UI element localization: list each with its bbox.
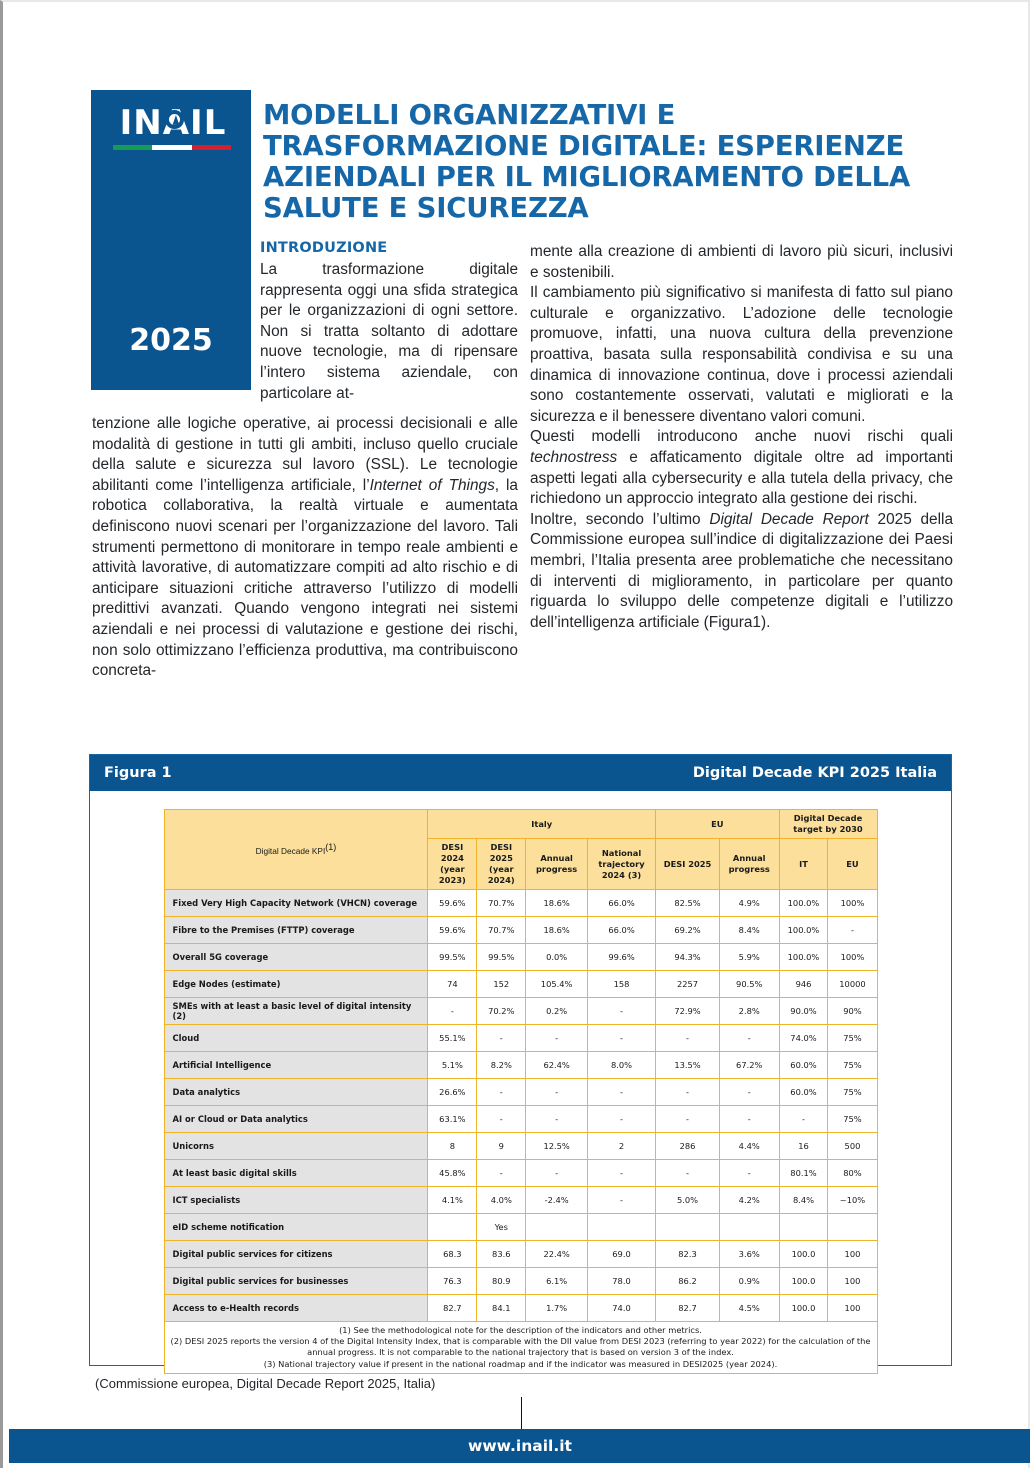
kpi-cell-7: 80%	[828, 1160, 877, 1187]
kpi-cell-1: 83.6	[477, 1241, 526, 1268]
kpi-col-header-4: DESI 2025	[656, 839, 720, 890]
text-run-2: , la robotica collaborativa, la realtà virtuale e aumentata definiscono nuovi scenari per l’organizzazione del lavoro. Tali strumenti permettono di monitorare in tempo reale ambienti e attività lavorative, di automatizzare compiti ad alto rischio e di anticipare situazioni critiche attraverso l’utilizzo di modelli predittivi avanzati. Quando vengono integrati nei sistemi aziendali e nei processi di valutazione e gestione dei rischi, non solo ottimizzano l’efficienza produttiva, ma contribuiscono concreta-	[92, 476, 518, 680]
kpi-cell-2: 12.5%	[526, 1133, 588, 1160]
kpi-cell-4	[656, 1214, 720, 1241]
group-header-italy: Italy	[428, 810, 656, 839]
kpi-row-label: Artificial Intelligence	[164, 1052, 428, 1079]
kpi-cell-6: -	[779, 1106, 828, 1133]
kpi-row-label: eID scheme notification	[164, 1214, 428, 1241]
kpi-cell-4: -	[656, 1160, 720, 1187]
text-run-3: Questi modelli introducono anche nuovi rischi quali	[530, 428, 953, 446]
kpi-cell-0	[428, 1214, 477, 1241]
kpi-title-note: (1)	[325, 842, 337, 853]
kpi-cell-5: 4.4%	[719, 1133, 779, 1160]
figure-label: Figura 1	[104, 765, 172, 781]
kpi-cell-4: -	[656, 1106, 720, 1133]
section-heading-introduzione: INTRODUZIONE	[260, 240, 388, 256]
kpi-row-label: Unicorns	[164, 1133, 428, 1160]
body-text-right	[530, 242, 953, 633]
kpi-cell-4: 82.3	[656, 1241, 720, 1268]
kpi-row-label: Access to e-Health records	[164, 1295, 428, 1322]
footer-url: www.inail.it	[468, 1437, 572, 1455]
paragraph-right-4	[530, 510, 953, 634]
kpi-cell-1: 70.7%	[477, 917, 526, 944]
group-header-target-2030: Digital Decade target by 2030	[779, 810, 877, 839]
kpi-cell-7: 75%	[828, 1025, 877, 1052]
kpi-cell-6: 60.0%	[779, 1052, 828, 1079]
kpi-table-foot	[164, 1322, 877, 1374]
kpi-cell-7: ~10%	[828, 1187, 877, 1214]
table-row	[164, 1241, 877, 1268]
kpi-col-header-1: DESI 2025 (year 2024)	[477, 839, 526, 890]
kpi-cell-1: -	[477, 1025, 526, 1052]
kpi-cell-4: 82.5%	[656, 890, 720, 917]
kpi-cell-3: 2	[587, 1133, 655, 1160]
flag-red-stripe	[192, 145, 231, 150]
table-row	[164, 1268, 877, 1295]
kpi-cell-1: 152	[477, 971, 526, 998]
body-text-left-wide	[92, 414, 518, 682]
kpi-cell-3: 66.0%	[587, 890, 655, 917]
table-row	[164, 1025, 877, 1052]
kpi-cell-1: Yes	[477, 1214, 526, 1241]
italic-technostress: technostress	[530, 448, 618, 466]
kpi-cell-1: 8.2%	[477, 1052, 526, 1079]
kpi-cell-6: 100.0	[779, 1241, 828, 1268]
kpi-cell-5: 90.5%	[719, 971, 779, 998]
kpi-cell-3: 69.0	[587, 1241, 655, 1268]
kpi-cell-2: -	[526, 1079, 588, 1106]
kpi-cell-6: 100.0	[779, 1295, 828, 1322]
kpi-cell-4: 94.3%	[656, 944, 720, 971]
kpi-cell-5: 4.2%	[719, 1187, 779, 1214]
text-run-5: Inoltre, secondo l’ultimo	[530, 510, 710, 528]
kpi-cell-7: 100	[828, 1295, 877, 1322]
kpi-cell-0: 5.1%	[428, 1052, 477, 1079]
kpi-cell-3: -	[587, 1079, 655, 1106]
kpi-cell-2: 18.6%	[526, 890, 588, 917]
table-row	[164, 1295, 877, 1322]
kpi-table-body	[164, 890, 877, 1322]
kpi-row-label: Edge Nodes (estimate)	[164, 971, 428, 998]
table-row	[164, 971, 877, 998]
kpi-cell-1: 4.0%	[477, 1187, 526, 1214]
kpi-row-label: Overall 5G coverage	[164, 944, 428, 971]
kpi-cell-0: 45.8%	[428, 1160, 477, 1187]
kpi-cell-7: 90%	[828, 998, 877, 1025]
kpi-cell-0: 63.1%	[428, 1106, 477, 1133]
kpi-table	[164, 809, 878, 1374]
kpi-row-label: Fixed Very High Capacity Network (VHCN) coverage	[164, 890, 428, 917]
table-row	[164, 1214, 877, 1241]
kpi-cell-2: 105.4%	[526, 971, 588, 998]
flag-white-stripe	[152, 145, 191, 150]
kpi-cell-2: 1.7%	[526, 1295, 588, 1322]
kpi-cell-2: -2.4%	[526, 1187, 588, 1214]
kpi-col-header-6: IT	[779, 839, 828, 890]
kpi-cell-4: -	[656, 1079, 720, 1106]
kpi-cell-7: 75%	[828, 1079, 877, 1106]
kpi-cell-6: 100.0%	[779, 917, 828, 944]
body-text-left-top	[260, 260, 518, 404]
italian-flag-rule-icon	[113, 145, 231, 150]
kpi-row-label: At least basic digital skills	[164, 1160, 428, 1187]
kpi-col-header-7: EU	[828, 839, 877, 890]
kpi-cell-0: 59.6%	[428, 890, 477, 917]
kpi-cell-6: 100.0	[779, 1268, 828, 1295]
kpi-cell-0: 68.3	[428, 1241, 477, 1268]
kpi-notes-row	[164, 1322, 877, 1374]
kpi-cell-7: 75%	[828, 1106, 877, 1133]
kpi-cell-7: 100%	[828, 944, 877, 971]
kpi-cell-3: -	[587, 1106, 655, 1133]
kpi-title-cell	[164, 810, 428, 890]
italic-digital-decade-report: Digital Decade Report	[709, 510, 869, 528]
kpi-cell-1: -	[477, 1160, 526, 1187]
kpi-cell-1: 99.5%	[477, 944, 526, 971]
kpi-cell-5: -	[719, 1025, 779, 1052]
page-tick-mark	[521, 1397, 522, 1429]
kpi-row-label: Fibre to the Premises (FTTP) coverage	[164, 917, 428, 944]
kpi-cell-2: 62.4%	[526, 1052, 588, 1079]
kpi-cell-3: 99.6%	[587, 944, 655, 971]
figure-body	[90, 791, 951, 1374]
table-row	[164, 1106, 877, 1133]
kpi-cell-0: 82.7	[428, 1295, 477, 1322]
kpi-cell-3: 8.0%	[587, 1052, 655, 1079]
kpi-cell-5: -	[719, 1106, 779, 1133]
kpi-cell-4: 2257	[656, 971, 720, 998]
kpi-cell-1: 70.7%	[477, 890, 526, 917]
figure-panel	[89, 754, 952, 1369]
kpi-cell-7: -	[828, 917, 877, 944]
kpi-cell-0: 4.1%	[428, 1187, 477, 1214]
inail-logo-wordmark: INAIL	[119, 103, 227, 143]
kpi-row-label: AI or Cloud or Data analytics	[164, 1106, 428, 1133]
kpi-cell-5: 67.2%	[719, 1052, 779, 1079]
kpi-cell-4: 69.2%	[656, 917, 720, 944]
kpi-cell-1: 80.9	[477, 1268, 526, 1295]
kpi-col-header-0: DESI 2024 (year 2023)	[428, 839, 477, 890]
kpi-cell-5: -	[719, 1079, 779, 1106]
flag-green-stripe	[113, 145, 152, 150]
kpi-cell-2: 0.2%	[526, 998, 588, 1025]
kpi-cell-7: 500	[828, 1133, 877, 1160]
kpi-cell-3: 66.0%	[587, 917, 655, 944]
kpi-cell-6: 100.0%	[779, 944, 828, 971]
text-run-1: tenzione alle logiche operative, ai processi decisionali e alle modalità di gestione in tutti gli ambiti, incluso quello cruciale della salute e sicurezza sul lavoro (SSL). Le tecnologie abilitanti come l’intelligenza artificiale, l’	[92, 415, 518, 494]
kpi-row-label: Digital public services for businesses	[164, 1268, 428, 1295]
kpi-cell-6: 946	[779, 971, 828, 998]
kpi-notes-cell	[164, 1322, 877, 1374]
kpi-cell-5: -	[719, 1160, 779, 1187]
kpi-cell-1: -	[477, 1079, 526, 1106]
table-row	[164, 890, 877, 917]
kpi-row-label: SMEs with at least a basic level of digital intensity (2)	[164, 998, 428, 1025]
kpi-row-label: Cloud	[164, 1025, 428, 1052]
kpi-cell-1: 70.2%	[477, 998, 526, 1025]
kpi-cell-7: 100%	[828, 890, 877, 917]
figure-header-bar	[90, 755, 951, 791]
table-row	[164, 944, 877, 971]
kpi-cell-5: 0.9%	[719, 1268, 779, 1295]
table-row	[164, 1187, 877, 1214]
paragraph-intro-part2	[92, 414, 518, 682]
kpi-cell-2: 6.1%	[526, 1268, 588, 1295]
kpi-cell-4: 13.5%	[656, 1052, 720, 1079]
kpi-cell-2: -	[526, 1106, 588, 1133]
kpi-cell-3: -	[587, 1025, 655, 1052]
kpi-cell-0: 59.6%	[428, 917, 477, 944]
kpi-cell-2: -	[526, 1160, 588, 1187]
kpi-cell-1: 9	[477, 1133, 526, 1160]
kpi-cell-3: 74.0	[587, 1295, 655, 1322]
kpi-cell-6: 74.0%	[779, 1025, 828, 1052]
kpi-cell-3	[587, 1214, 655, 1241]
brand-sidebar	[91, 90, 251, 390]
table-row	[164, 1160, 877, 1187]
kpi-cell-7: 10000	[828, 971, 877, 998]
table-row	[164, 998, 877, 1025]
kpi-cell-7: 75%	[828, 1052, 877, 1079]
kpi-cell-2: 0.0%	[526, 944, 588, 971]
kpi-col-header-2: Annual progress	[526, 839, 588, 890]
kpi-cell-4: 86.2	[656, 1268, 720, 1295]
paragraph-right-1: mente alla creazione di ambienti di lavoro più sicuri, inclusivi e sostenibili.	[530, 243, 953, 281]
kpi-cell-3: 158	[587, 971, 655, 998]
kpi-cell-7	[828, 1214, 877, 1241]
kpi-cell-6	[779, 1214, 828, 1241]
kpi-cell-3: -	[587, 1187, 655, 1214]
kpi-cell-0: 76.3	[428, 1268, 477, 1295]
paragraph-intro-part1: La trasformazione digitale rappresenta oggi una sfida strategica per le organizzazioni di ogni settore. Non si tratta soltanto di adottare nuove tecnologie, ma di ripensare l’intero sistema aziendale, con particolare at-	[260, 261, 518, 402]
inail-logo-text	[113, 103, 233, 143]
kpi-cell-0: 8	[428, 1133, 477, 1160]
kpi-table-head	[164, 810, 877, 890]
kpi-cell-6: 80.1%	[779, 1160, 828, 1187]
kpi-col-header-3: National trajectory 2024 (3)	[587, 839, 655, 890]
kpi-cell-5	[719, 1214, 779, 1241]
kpi-cell-6: 16	[779, 1133, 828, 1160]
group-header-eu: EU	[656, 810, 779, 839]
kpi-cell-2: -	[526, 1025, 588, 1052]
italic-internet-of-things: Internet of Things	[369, 476, 495, 494]
kpi-cell-5: 8.4%	[719, 917, 779, 944]
paragraph-right-3	[530, 427, 953, 509]
kpi-cell-2: 22.4%	[526, 1241, 588, 1268]
kpi-cell-0: 74	[428, 971, 477, 998]
kpi-cell-6: 90.0%	[779, 998, 828, 1025]
kpi-cell-1: -	[477, 1106, 526, 1133]
kpi-cell-5: 2.8%	[719, 998, 779, 1025]
kpi-cell-0: 55.1%	[428, 1025, 477, 1052]
kpi-cell-5: 3.6%	[719, 1241, 779, 1268]
kpi-group-header-row	[164, 810, 877, 839]
kpi-cell-4: 5.0%	[656, 1187, 720, 1214]
page-title: MODELLI ORGANIZZATIVI E TRASFORMAZIONE DIGITALE: ESPERIENZE AZIENDALI PER IL MIGLIORAMENTO DELLA SALUTE E SICUREZZA	[263, 99, 911, 224]
kpi-cell-4: 72.9%	[656, 998, 720, 1025]
kpi-cell-0: -	[428, 998, 477, 1025]
kpi-cell-3: -	[587, 998, 655, 1025]
table-row	[164, 917, 877, 944]
page-footer	[9, 1429, 1030, 1463]
kpi-cell-3: -	[587, 1160, 655, 1187]
kpi-cell-0: 99.5%	[428, 944, 477, 971]
table-row	[164, 1133, 877, 1160]
kpi-cell-1: 84.1	[477, 1295, 526, 1322]
kpi-cell-4: -	[656, 1025, 720, 1052]
paragraph-right-2: Il cambiamento più significativo si manifesta di fatto sul piano culturale e organizzativo. L’adozione delle tecnologie promuove, infatti, una nuova cultura della prevenzione proattiva, basata sulla responsabilità condivisa e su una dinamica di innovazione continua, dove i processi aziendali sono costantemente osservati, valutati e migliorati e la sicurezza e il benessere diventano valori comuni.	[530, 284, 953, 425]
table-row	[164, 1052, 877, 1079]
kpi-cell-4: 286	[656, 1133, 720, 1160]
kpi-cell-3: 78.0	[587, 1268, 655, 1295]
kpi-cell-2: 18.6%	[526, 917, 588, 944]
kpi-title-text: Digital Decade KPI	[255, 845, 326, 856]
kpi-note-3: (3) National trajectory value if present in the national roadmap and if the indicator was measured in DESI2025 (year 2024).	[263, 1358, 778, 1369]
kpi-cell-7: 100	[828, 1241, 877, 1268]
kpi-cell-6: 8.4%	[779, 1187, 828, 1214]
kpi-row-label: Digital public services for citizens	[164, 1241, 428, 1268]
kpi-cell-4: 82.7	[656, 1295, 720, 1322]
figure-caption: (Commissione europea, Digital Decade Report 2025, Italia)	[95, 1376, 436, 1391]
kpi-cell-5: 5.9%	[719, 944, 779, 971]
text-run-4: e affaticamento digitale oltre ad importanti aspetti legati alla cybersecurity e alla tutela della privacy, che richiedono un approccio integrato alla gestione dei rischi.	[530, 448, 953, 508]
kpi-cell-7: 100	[828, 1268, 877, 1295]
publication-year: 2025	[129, 323, 213, 358]
kpi-row-label: ICT specialists	[164, 1187, 428, 1214]
kpi-cell-2	[526, 1214, 588, 1241]
kpi-col-header-5: Annual progress	[719, 839, 779, 890]
kpi-row-label: Data analytics	[164, 1079, 428, 1106]
table-row	[164, 1079, 877, 1106]
kpi-note-2: (2) DESI 2025 reports the version 4 of the Digital Intensity Index, that is comparable with the DII value from DESI 2023 (referring to year 2022) for the calculation of the annual progress. It is not comparable to the national trajectory that is based on version 3 of the index.	[170, 1336, 871, 1358]
kpi-note-1: (1) See the methodological note for the description of the indicators and other metrics.	[339, 1325, 702, 1335]
figure-title: Digital Decade KPI 2025 Italia	[692, 765, 937, 781]
kpi-cell-0: 26.6%	[428, 1079, 477, 1106]
kpi-cell-6: 100.0%	[779, 890, 828, 917]
kpi-cell-6: 60.0%	[779, 1079, 828, 1106]
text-run-6: 2025 della Commissione europea sull’indice di digitalizzazione dei Paesi membri, l’Italia presenta aree problematiche che necessitano di interventi di miglioramento, in particolare per quanto riguarda lo sviluppo delle competenze digitali e l’utilizzo dell’intelligenza artificiale (Figura1).	[530, 510, 954, 631]
kpi-cell-5: 4.9%	[719, 890, 779, 917]
inail-logo	[113, 103, 233, 150]
kpi-cell-5: 4.5%	[719, 1295, 779, 1322]
